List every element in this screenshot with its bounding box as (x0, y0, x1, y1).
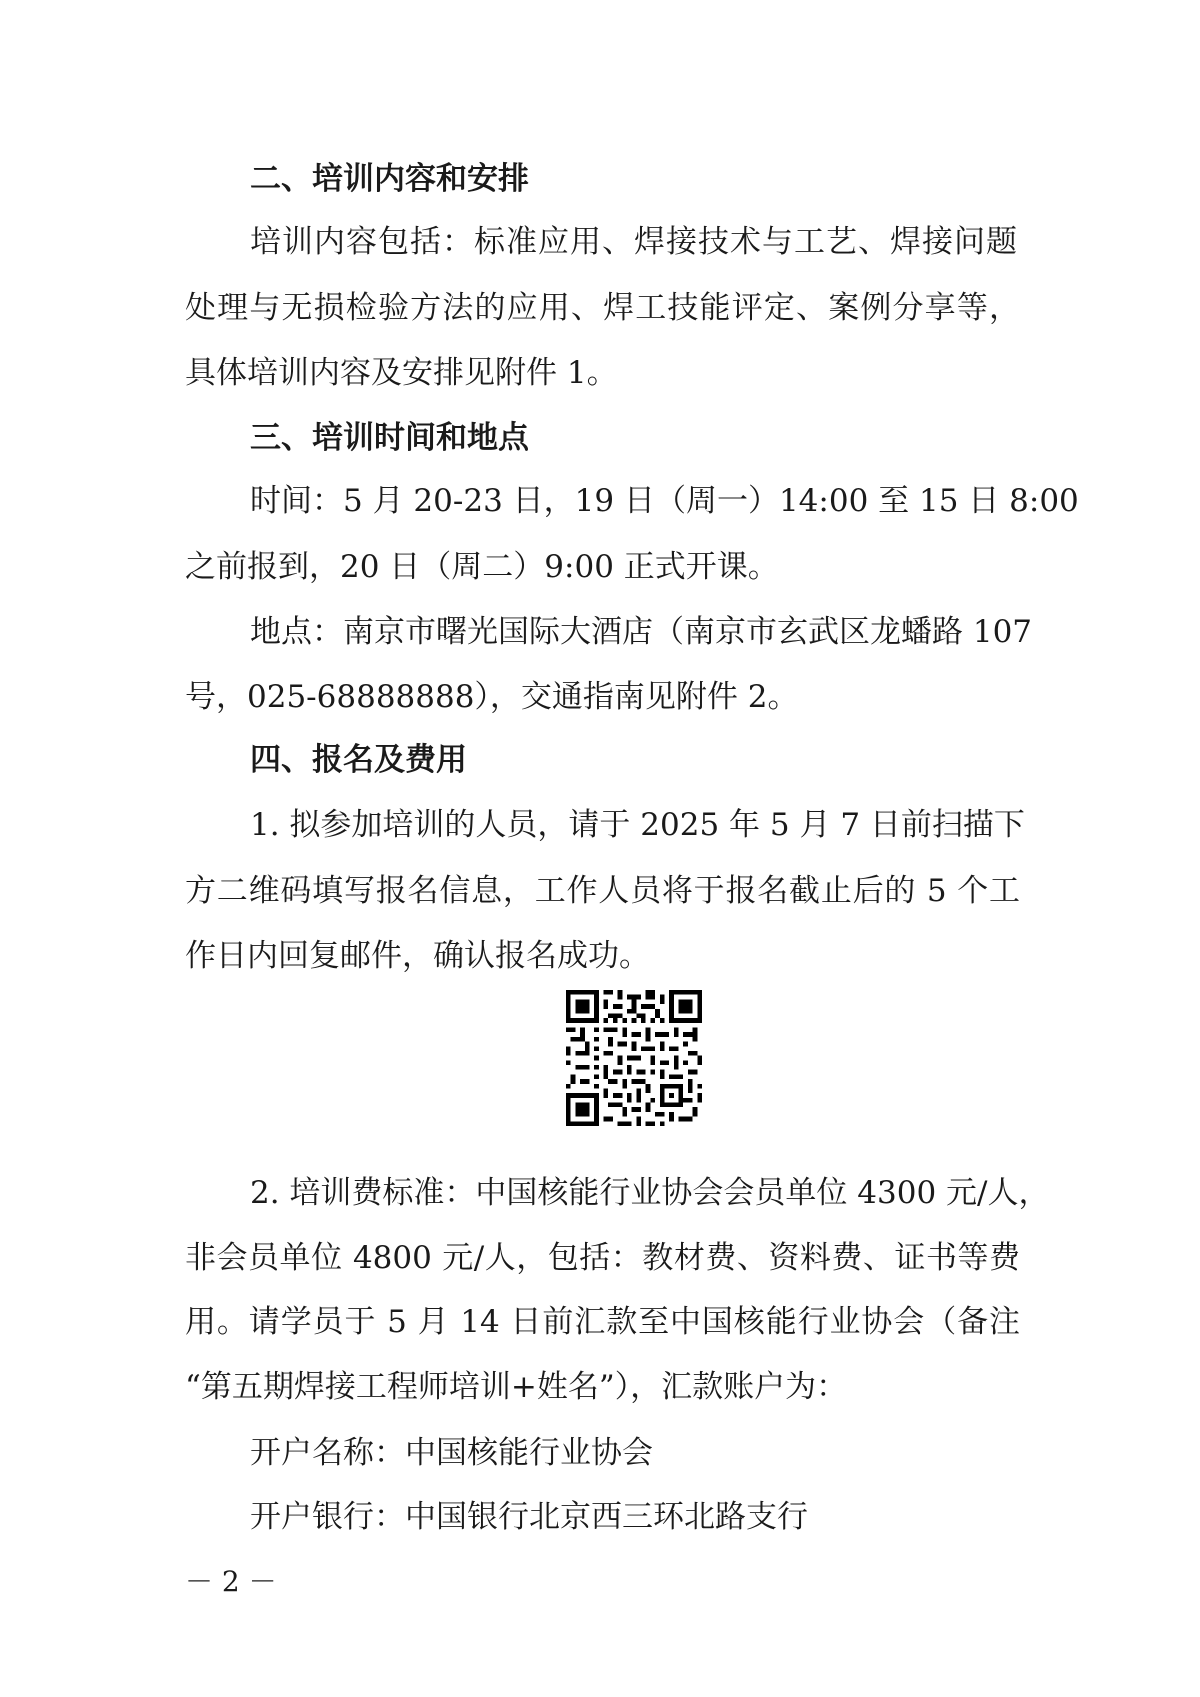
registration-qr-code[interactable] (566, 990, 702, 1126)
paragraph-line: 地点：南京市曙光国际大酒店（南京市玄武区龙蟠路 107 (250, 614, 1033, 650)
paragraph-line: 时间：5 月 20-23 日，19 日（周一）14:00 至 15 日 8:00 (250, 483, 1079, 519)
account-bank-line: 开户银行：中国银行北京西三环北路支行 (250, 1499, 808, 1535)
paragraph-line: 处理与无损检验方法的应用、焊工技能评定、案例分享等， (185, 290, 1020, 326)
account-name-line: 开户名称：中国核能行业协会 (250, 1435, 653, 1471)
paragraph-line: 2. 培训费标准：中国核能行业协会会员单位 4300 元/人， (250, 1175, 1050, 1211)
section-heading-training-content: 二、培训内容和安排 (250, 161, 529, 197)
section-heading-time-place: 三、培训时间和地点 (250, 420, 529, 456)
paragraph-line: 非会员单位 4800 元/人，包括：教材费、资料费、证书等费 (185, 1240, 1020, 1276)
paragraph-line: 1. 拟参加培训的人员，请于 2025 年 5 月 7 日前扫描下 (250, 807, 1025, 843)
page-number: － 2 － (185, 1565, 277, 1598)
paragraph-line: “第五期焊接工程师培训+姓名”），汇款账户为： (185, 1369, 848, 1405)
paragraph-line: 方二维码填写报名信息，工作人员将于报名截止后的 5 个工 (185, 873, 1020, 909)
paragraph-line: 具体培训内容及安排见附件 1。 (185, 355, 618, 391)
section-heading-registration-fees: 四、报名及费用 (250, 742, 467, 778)
paragraph-line: 培训内容包括：标准应用、焊接技术与工艺、焊接问题 (250, 224, 1017, 260)
paragraph-line: 号，025-68888888），交通指南见附件 2。 (185, 679, 799, 715)
paragraph-line: 之前报到，20 日（周二）9:00 正式开课。 (185, 549, 779, 585)
paragraph-line: 作日内回复邮件，确认报名成功。 (185, 938, 650, 974)
paragraph-line: 用。请学员于 5 月 14 日前汇款至中国核能行业协会（备注 (185, 1304, 1020, 1340)
